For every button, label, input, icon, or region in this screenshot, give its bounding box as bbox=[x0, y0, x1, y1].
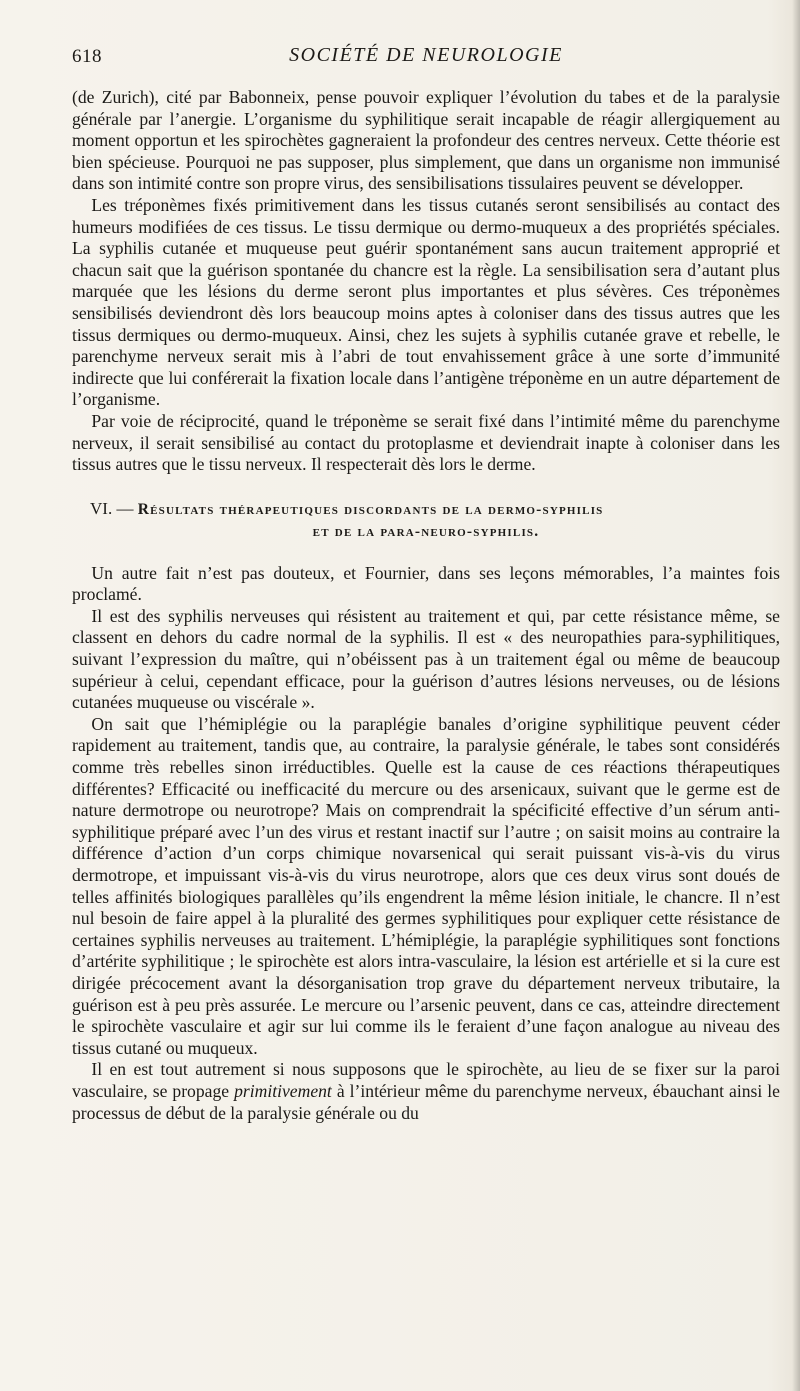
section-heading bbox=[72, 498, 780, 543]
paragraph-2: Les tréponèmes fixés primitivement dans les tissus cutanés seront sensibilisés au contact des humeurs modifiées de ces tissus. Le tissu dermique ou dermo-muqueux a des propriétés spéciales. La syphilis cutanée et muqueuse peut guérir spontanément sans aucun traitement approprié et chacun sait que la guérison spontanée du chancre est la règle. La sensibilisation sera d’autant plus marquée que les lésions du derme seront plus importantes et plus sévères. Ces tréponèmes sensibilisés deviendront dès lors beaucoup moins aptes à coloniser dans des tissus autres que les tissus dermiques ou dermo-muqueux. Ainsi, chez les sujets à syphilis cutanée grave et rebelle, le parenchyme nerveux serait mis à l’abri de tout envahissement grâce à une sorte d’immunité indirecte que lui conférerait la fixation locale dans l’antigène tréponème en un autre département de l’organisme. bbox=[72, 194, 780, 410]
section-number: VI. — bbox=[90, 498, 134, 518]
page-edge-shadow bbox=[792, 0, 800, 1391]
section-title-part-1: Résultats thérapeutiques discordants de la dermo-syphilis bbox=[137, 500, 604, 518]
body-text bbox=[72, 87, 780, 1124]
journal-title: SOCIÉTÉ DE NEUROLOGIE bbox=[289, 44, 563, 66]
paragraph-7 bbox=[72, 1059, 780, 1124]
paragraph-4: Un autre fait n’est pas douteux, et Fournier, dans ses leçons mémorables, l’a maintes fois proclamé. bbox=[72, 562, 780, 605]
paragraph-7-italic: primitivement bbox=[234, 1080, 332, 1101]
paragraph-6: On sait que l’hémiplégie ou la paraplégie banales d’origine syphilitique peuvent céder rapidement au traitement, tandis que, au contraire, la paralysie générale, le tabes sont considérés comme très rebelles sinon irréductibles. Quelle est la cause de ces réactions thérapeutiques différentes? Efficacité ou inefficacité du mercure ou des arsenicaux, suivant que le germe est de nature dermotrope ou neurotrope? Mais on comprendrait la spécificité effective d’un sérum anti-syphilitique préparé avec l’un des virus et restant inactif sur l’autre ; on saisit moins au contraire la différence d’action d’un corps chimique novarsenical qui serait puissant vis-à-vis du virus dermotrope, et impuissant vis-à-vis du virus neurotrope, alors que ces deux virus sont doués de telles affinités biologiques parallèles qu’ils engendrent la même lésion initiale, le chancre. Il n’est nul besoin de faire appel à la pluralité des germes syphilitiques pour expliquer cette résistance de certaines syphilis nerveuses au traitement. L’hémiplégie, la paraplégie syphilitiques sont fonctions d’artérite syphilitique ; le spirochète est alors intra-vasculaire, la lésion est artérielle et si la cure est dirigée précocement avant la désorganisation trop grave du département nerveux tributaire, la guérison est à peu près assurée. Le mercure ou l’arsenic peuvent, dans ce cas, atteindre directement le spirochète vasculaire et agir sur lui comme ils le feraient d’une façon analogue au niveau des tissus cutané ou muqueux. bbox=[72, 713, 780, 1058]
section-heading-line-1 bbox=[72, 498, 780, 521]
page-number: 618 bbox=[72, 46, 102, 67]
paragraph-5: Il est des syphilis nerveuses qui résistent au traitement et qui, par cette résistance même, se classent en dehors du cadre normal de la syphilis. Il est « des neuropathies para-syphilitiques, suivant l’expression du maître, qui n’obéissent pas à un traitement égal ou même de beaucoup supérieur à celui, cependant efficace, pour la guérison d’autres lésions nerveuses, ou de lésions cutanées muqueuse ou viscérale ». bbox=[72, 605, 780, 713]
paragraph-7-start: Il en est tout autrement si nous supposons que le spirochète, au lieu de se fixer sur la paroi vasculaire, se propage bbox=[72, 1059, 780, 1101]
running-head bbox=[72, 44, 780, 74]
paragraph-3: Par voie de réciprocité, quand le tréponème se serait fixé dans l’intimité même du parenchyme nerveux, il serait sensibilisé au contact du protoplasme et deviendrait inapte à coloniser dans les tissus autres que le tissu nerveux. Il respecterait dès lors le derme. bbox=[72, 410, 780, 475]
paragraph-1: (de Zurich), cité par Babonneix, pense pouvoir expliquer l’évolution du tabes et de la paralysie générale par l’anergie. L’organisme du syphilitique serait incapable de réagir allergiquement au moment opportun et les spirochètes gagneraient la profondeur des centres nerveux. Cette théorie est bien spécieuse. Pourquoi ne pas supposer, plus simplement, que dans un organisme non immunisé dans son intimité contre son propre virus, des sensibilisations tissulaires peuvent se développer. bbox=[72, 87, 780, 194]
paragraph-7-end: à l’intérieur même du parenchyme nerveux, ébauchant ainsi le processus de début de la paralysie générale ou du bbox=[72, 1080, 780, 1123]
section-title-part-2: et de la para-neuro-syphilis. bbox=[312, 522, 540, 540]
